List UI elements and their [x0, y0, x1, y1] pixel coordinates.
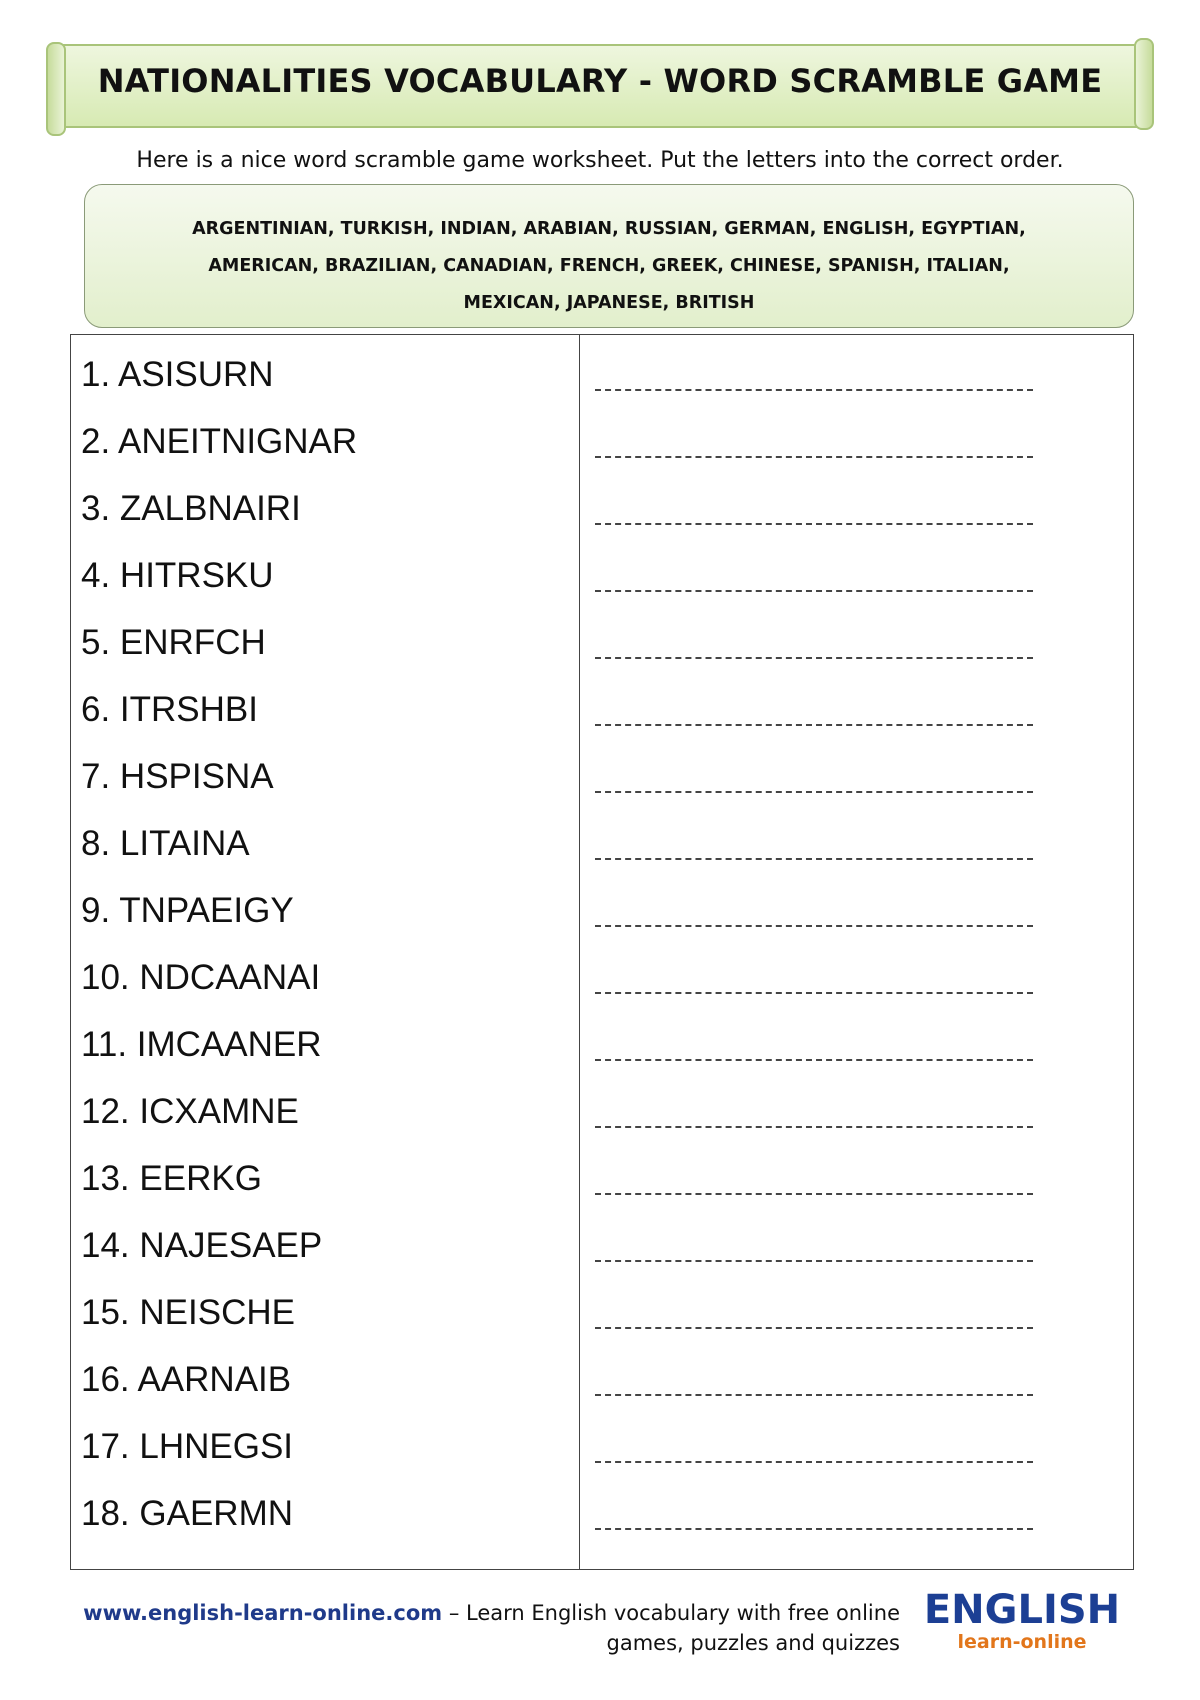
scrambled-word: 9. TNPAEIGY: [81, 891, 294, 930]
answer-blank[interactable]: [595, 1126, 1033, 1128]
answer-blank[interactable]: [595, 992, 1033, 994]
scrambled-word: 6. ITRSHBI: [81, 690, 258, 729]
answer-blank[interactable]: [595, 1394, 1033, 1396]
table-row: [71, 881, 1133, 948]
scrambled-word: 16. AARNAIB: [81, 1360, 292, 1399]
table-row: [71, 1283, 1133, 1350]
word-bank-text: [125, 211, 1093, 322]
scrambled-word: 4. HITRSKU: [81, 556, 274, 595]
scrambled-word: 7. HSPISNA: [81, 757, 274, 796]
answer-blank[interactable]: [595, 389, 1033, 391]
table-row: [71, 1484, 1133, 1551]
answer-blank[interactable]: [595, 456, 1033, 458]
table-row: [71, 1082, 1133, 1149]
word-bank-line-3: MEXICAN, JAPANESE, BRITISH: [463, 293, 755, 313]
table-row: [71, 1350, 1133, 1417]
scrambled-word: 2. ANEITNIGNAR: [81, 422, 358, 461]
footer-text: [52, 1598, 900, 1658]
answer-blank[interactable]: [595, 858, 1033, 860]
table-row: [71, 1216, 1133, 1283]
answer-blank[interactable]: [595, 1260, 1033, 1262]
scrambled-word: 3. ZALBNAIRI: [81, 489, 301, 528]
table-row: [71, 814, 1133, 881]
word-bank-line-2: AMERICAN, BRAZILIAN, CANADIAN, FRENCH, GREEK, CHINESE, SPANISH, ITALIAN,: [208, 256, 1010, 276]
logo-main-text: ENGLISH: [923, 1587, 1121, 1633]
table-row: [71, 1149, 1133, 1216]
title-banner: [52, 38, 1148, 134]
answer-blank[interactable]: [595, 1528, 1033, 1530]
logo: [922, 1587, 1122, 1654]
intro-text: Here is a nice word scramble game worksheet. Put the letters into the correct order.: [136, 148, 1064, 173]
table-row: [71, 948, 1133, 1015]
word-bank: [84, 184, 1134, 328]
page-title: NATIONALITIES VOCABULARY - WORD SCRAMBLE GAME: [97, 62, 1103, 100]
answer-blank[interactable]: [595, 724, 1033, 726]
scrambled-word: 15. NEISCHE: [81, 1293, 295, 1332]
table-row: [71, 546, 1133, 613]
table-row: [71, 479, 1133, 546]
scrambled-word: 17. LHNEGSI: [81, 1427, 294, 1466]
table-row: [71, 613, 1133, 680]
scrambled-word: 10. NDCAANAI: [81, 958, 321, 997]
table-row: [71, 1417, 1133, 1484]
scrambled-word: 5. ENRFCH: [81, 623, 266, 662]
scrambled-word: 1. ASISURN: [81, 355, 274, 394]
scrambled-word: 11. IMCAANER: [81, 1025, 322, 1064]
scrambled-word: 14. NAJESAEP: [81, 1226, 323, 1265]
answer-blank[interactable]: [595, 1461, 1033, 1463]
footer-tagline-2: games, puzzles and quizzes: [606, 1631, 900, 1655]
answer-blank[interactable]: [595, 590, 1033, 592]
answer-blank[interactable]: [595, 523, 1033, 525]
footer-tagline-1: – Learn English vocabulary with free online: [442, 1601, 900, 1625]
scrambled-word: 18. GAERMN: [81, 1494, 293, 1533]
answer-blank[interactable]: [595, 925, 1033, 927]
website-link[interactable]: www.english-learn-online.com: [83, 1601, 443, 1625]
scrambled-word: 13. EERKG: [81, 1159, 262, 1198]
answer-blank[interactable]: [595, 1059, 1033, 1061]
word-bank-line-1: ARGENTINIAN, TURKISH, INDIAN, ARABIAN, RUSSIAN, GERMAN, ENGLISH, EGYPTIAN,: [192, 219, 1026, 239]
answer-blank[interactable]: [595, 1193, 1033, 1195]
table-row: [71, 1015, 1133, 1082]
scrambled-word: 12. ICXAMNE: [81, 1092, 299, 1131]
table-row: [71, 747, 1133, 814]
answer-blank[interactable]: [595, 791, 1033, 793]
scrambled-word: 8. LITAINA: [81, 824, 250, 863]
scramble-table: [70, 334, 1134, 1570]
table-row: [71, 412, 1133, 479]
logo-sub-text: learn-online: [957, 1631, 1087, 1653]
answer-blank[interactable]: [595, 657, 1033, 659]
table-row: [71, 345, 1133, 412]
table-row: [71, 680, 1133, 747]
answer-blank[interactable]: [595, 1327, 1033, 1329]
